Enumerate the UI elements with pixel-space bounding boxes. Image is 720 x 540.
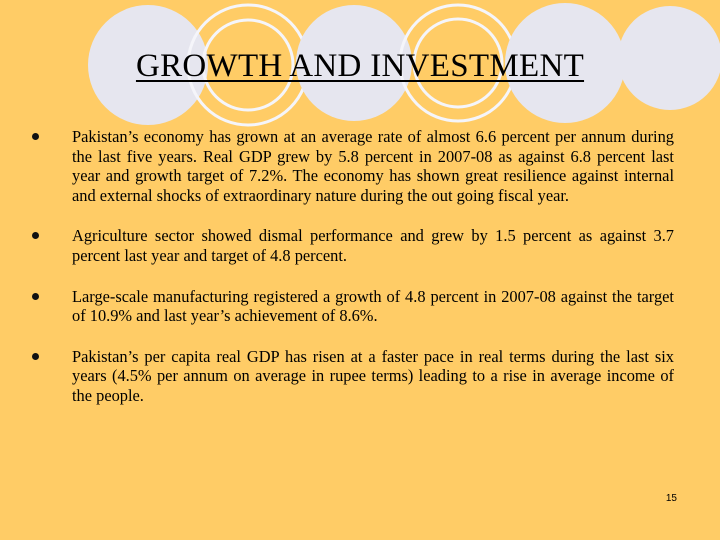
bullet-icon <box>32 232 39 239</box>
bullet-text: Large-scale manufacturing registered a growth of 4.8 percent in 2007-08 against the target of 10.9% and last year’s achievement of 8.6%. <box>72 286 674 326</box>
list-item <box>30 226 674 265</box>
slide-title: GROWTH AND INVESTMENT <box>135 48 585 84</box>
list-item <box>30 347 674 406</box>
list-item <box>30 127 674 205</box>
bullet-icon <box>32 293 39 300</box>
bullet-text: Pakistan’s per capita real GDP has risen at a faster pace in real terms during the last six years (4.5% per annum on average in rupee terms) leading to a rise in average income of the people. <box>72 346 674 405</box>
slide-number: 15 <box>665 493 677 504</box>
bullet-list <box>30 127 674 427</box>
bullet-icon <box>32 133 39 140</box>
list-item <box>30 287 674 326</box>
bullet-icon <box>32 353 39 360</box>
bullet-text: Pakistan’s economy has grown at an average rate of almost 6.6 percent per annum during the last five years. Real GDP grew by 5.8 percent in 2007-08 as against 6.8 percent last year and growth target of 7.2%. The economy has shown great resilience against internal and external shocks of extraordinary nature during the out going fiscal year. <box>72 127 674 205</box>
bullet-text: Agriculture sector showed dismal performance and grew by 1.5 percent as against 3.7 percent last year and target of 4.8 percent. <box>72 226 674 265</box>
